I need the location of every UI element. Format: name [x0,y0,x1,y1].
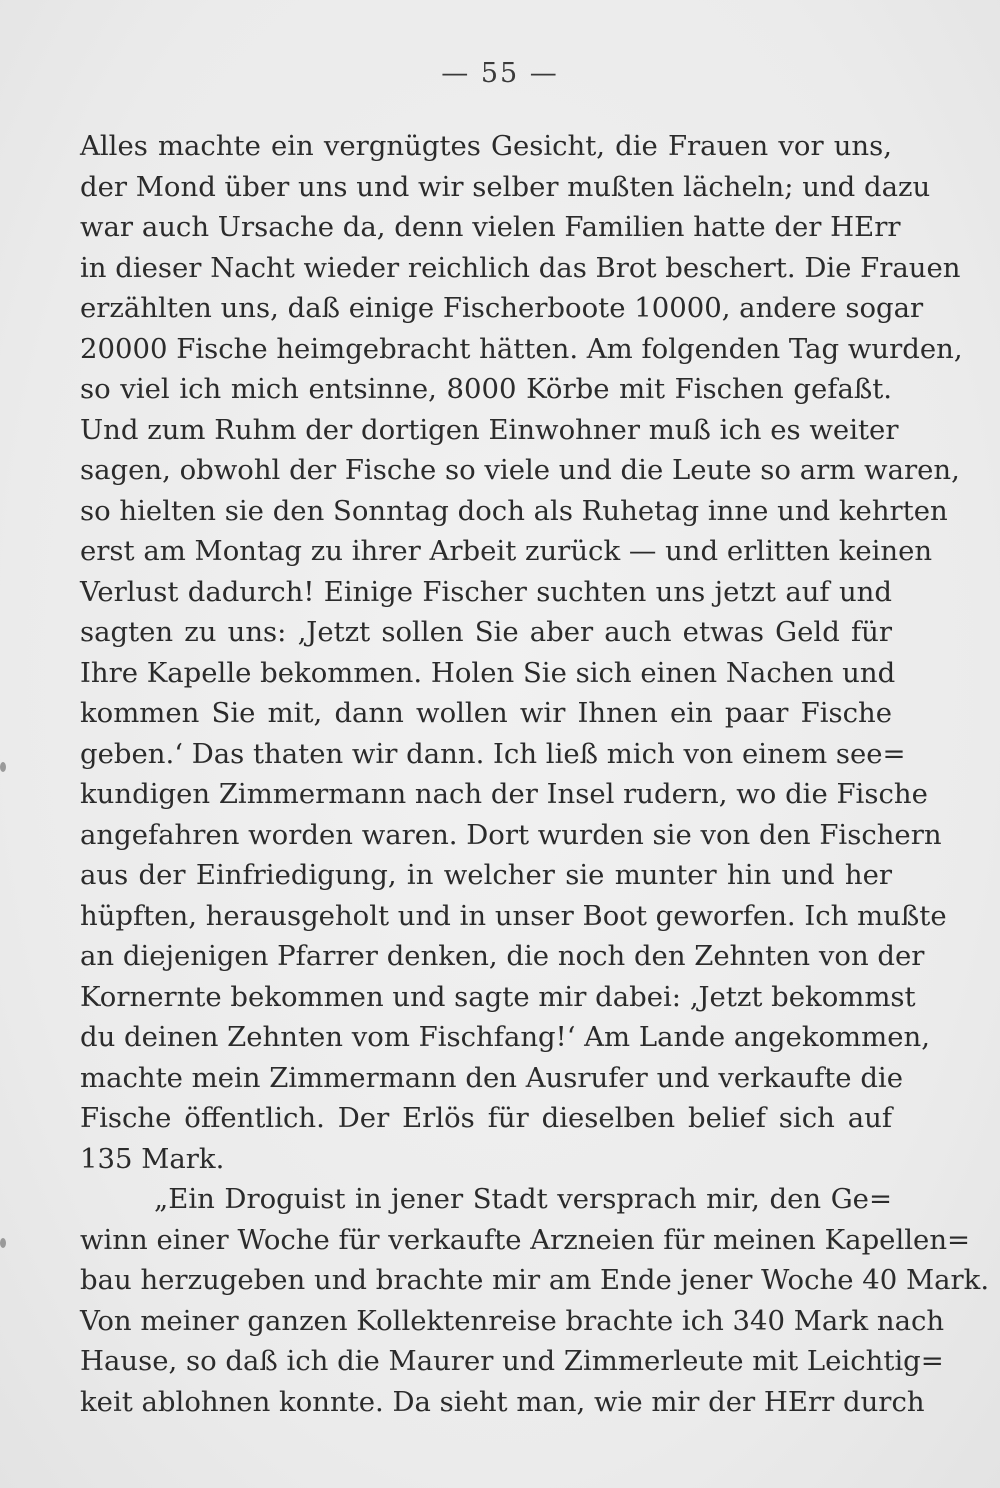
text-line: kundigen Zimmermann nach der Insel rudern, wo die Fische [80,778,928,810]
text-line: so viel ich mich entsinne, 8000 Körbe mit Fischen gefaßt. [80,373,892,405]
text-line: 135 Mark. [80,1142,225,1175]
text-line: winn einer Woche für verkaufte Arzneien für meinen Kapellen= [80,1223,971,1256]
text-line: keit ablohnen konnte. Da sieht man, wie mir der HErr durch [80,1385,925,1418]
text-line: kommen Sie mit, dann wollen wir Ihnen ein paar Fische [80,697,892,729]
text-line: erst am Montag zu ihrer Arbeit zurück — und erlitten keinen [80,535,933,567]
text-line: angefahren worden waren. Dort wurden sie von den Fischern [80,818,942,851]
text-line: der Mond über uns und wir selber mußten lächeln; und dazu [80,170,931,203]
text-line: Von meiner ganzen Kollektenreise brachte ich 340 Mark nach [80,1304,945,1337]
text-line: geben.‘ Das thaten wir dann. Ich ließ mich von einem see= [80,737,906,770]
text-line: Ihre Kapelle bekommen. Holen Sie sich einen Nachen und [80,656,896,689]
text-line: 20000 Fische heimgebracht hätten. Am folgenden Tag wurden, [80,332,963,365]
text-line: in dieser Nacht wieder reichlich das Brot beschert. Die Frauen [80,251,961,284]
page-number: — 55 — [441,58,559,89]
text-line: war auch Ursache da, denn vielen Familien hatte der HErr [80,211,901,243]
text-line: hüpften, herausgeholt und in unser Boot geworfen. Ich mußte [80,899,947,932]
text-line: Verlust dadurch! Einige Fischer suchten uns jetzt auf und [80,575,892,608]
text-line: bau herzugeben und brachte mir am Ende jener Woche 40 Mark. [80,1264,990,1296]
text-line: sagten zu uns: ‚Jetzt sollen Sie aber auch etwas Geld für [80,616,892,648]
text-line: erzählten uns, daß einige Fischerboote 10000, andere sogar [80,292,924,324]
text-line: so hielten sie den Sonntag doch als Ruhetag inne und kehrten [80,494,948,527]
body-text [80,126,990,1422]
text-line: Und zum Ruhm der dortigen Einwohner muß ich es weiter [80,413,899,446]
text-line: an diejenigen Pfarrer denken, die noch den Zehnten von der [80,940,925,972]
text-line: du deinen Zehnten vom Fischfang!‘ Am Lande angekommen, [80,1021,930,1053]
text-line: Alles machte ein vergnügtes Gesicht, die Frauen vor uns, [80,130,892,162]
edge-mark [0,1238,6,1248]
text-line: aus der Einfriedigung, in welcher sie munter hin und her [80,859,892,891]
text-line: sagen, obwohl der Fische so viele und die Leute so arm waren, [80,454,960,486]
paragraph [80,126,963,1179]
text-line: Kornernte bekommen und sagte mir dabei: ‚Jetzt bekommst [80,980,916,1013]
text-line: „Ein Droguist in jener Stadt versprach mir, den Ge= [154,1183,892,1215]
text-line: Hause, so daß ich die Maurer und Zimmerleute mit Leichtig= [80,1345,944,1377]
paragraph [80,1179,990,1422]
text-line: machte mein Zimmermann den Ausrufer und verkaufte die [80,1061,903,1094]
text-line: Fische öffentlich. Der Erlös für dieselben belief sich auf [80,1102,892,1134]
edge-mark [0,762,6,772]
